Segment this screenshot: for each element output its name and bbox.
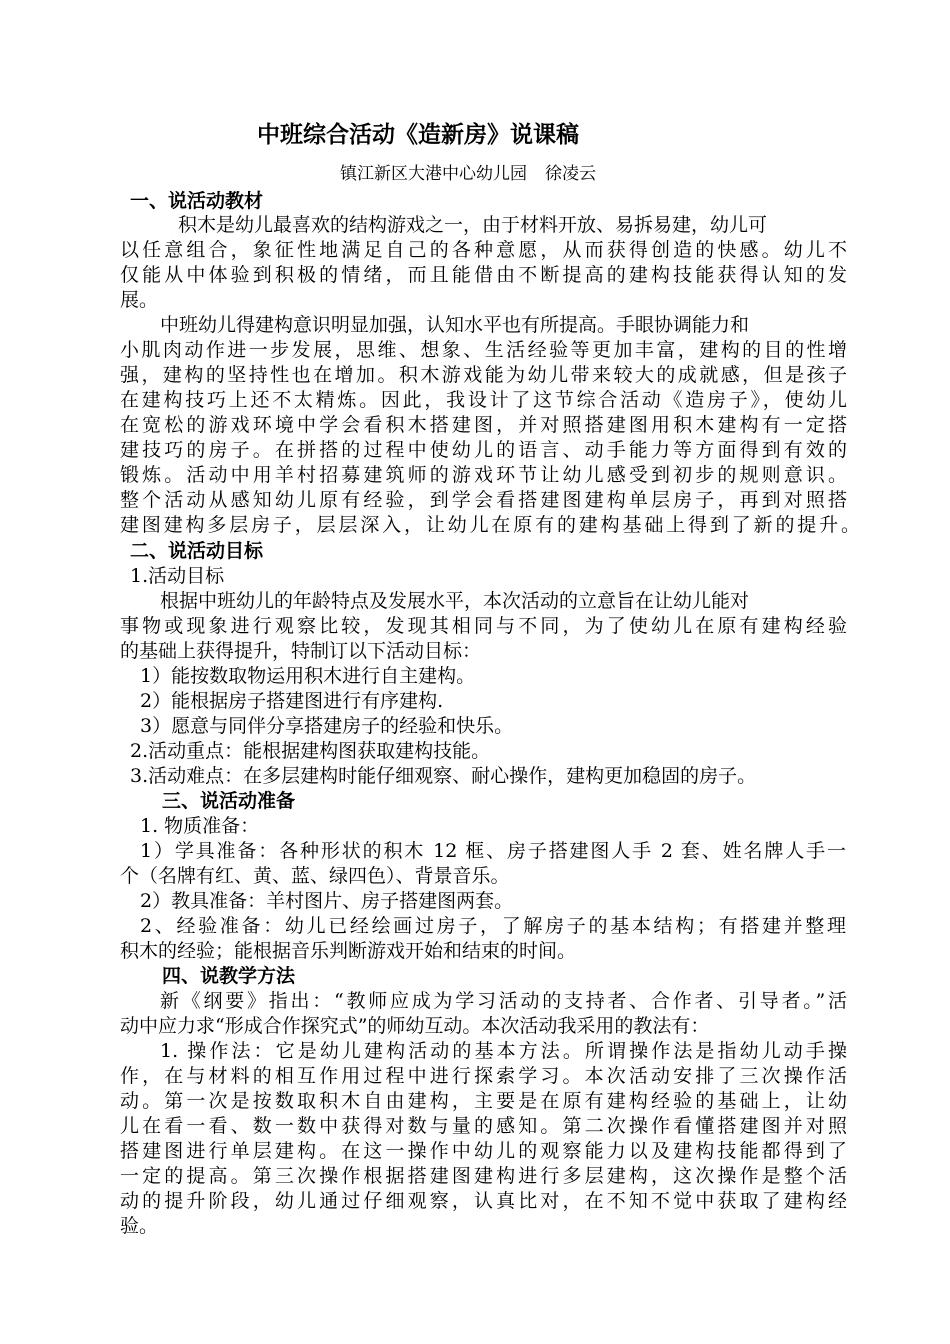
paragraph-line: 2、经验准备：幼儿已经绘画过房子，了解房子的基本结构；有搭建并整理 (140, 915, 846, 937)
section-heading: 二、说活动目标 (130, 540, 264, 562)
paragraph-line: 的基础上获得提升，特制订以下活动目标： (120, 640, 482, 662)
list-item: 3）愿意与同伴分享搭建房子的经验和快乐。 (140, 715, 514, 737)
paragraph-line: 以任意组合，象征性地满足自己的各种意愿，从而获得创造的快感。幼儿不 (120, 239, 847, 261)
paragraph-line: 新《纲要》指出：“教师应成为学习活动的支持者、合作者、引导者。”活 (160, 990, 847, 1012)
paragraph-line: 积木的经验；能根据音乐判断游戏开始和结束的时间。 (120, 940, 577, 962)
paragraph-line: 1）学具准备：各种形状的积木 12 框、房子搭建图人手 2 套、姓名牌人手一 (140, 840, 846, 862)
paragraph-line: 整个活动从感知幼儿原有经验，到学会看搭建图建构单层房子，再到对照搭 (120, 489, 847, 511)
author-line (340, 162, 596, 186)
subheading-line: 1. 物质准备： (140, 815, 260, 837)
paragraph-line: 动。第一次是按数取积木自由建构，主要是在原有建构经验的基础上，让幼 (120, 1090, 847, 1112)
paragraph-line: 展。 (120, 289, 159, 311)
author-name: 徐凌云 (545, 164, 596, 184)
section-heading: 一、说活动教材 (130, 190, 264, 212)
paragraph-line: 1. 操作法：它是幼儿建构活动的基本方法。所谓操作法是指幼儿动手操 (160, 1040, 847, 1062)
section-heading: 四、说教学方法 (162, 965, 296, 987)
paragraph-line: 作，在与材料的相互作用过程中进行探索学习。本次活动安排了三次操作活 (120, 1065, 847, 1087)
paragraph-line: 个（名牌有红、黄、蓝、绿四色）、背景音乐。 (120, 865, 510, 887)
paragraph-line: 建技巧的房子。在拼搭的过程中使幼儿的语言、动手能力等方面得到有效的 (120, 439, 847, 461)
paragraph-line: 在建构技巧上还不太精炼。因此，我设计了这节综合活动《造房子》，使幼儿 (120, 389, 847, 411)
paragraph-line: 小肌肉动作进一步发展，思维、想象、生活经验等更加丰富，建构的目的性增 (120, 339, 847, 361)
paragraph-line: 根据中班幼儿的年龄特点及发展水平，本次活动的立意旨在让幼儿能对 (160, 590, 750, 612)
list-item: 2）能根据房子搭建图进行有序建构. (140, 690, 444, 712)
document-title: 中班综合活动《造新房》说课稿 (257, 121, 579, 148)
paragraph-line: 事物或现象进行观察比较，发现其相同与不同，为了使幼儿在原有建构经验 (120, 615, 847, 637)
paragraph-line: 建图建构多层房子，层层深入，让幼儿在原有的建构基础上得到了新的提升。 (120, 514, 860, 536)
paragraph-line: 中班幼儿得建构意识明显加强，认知水平也有所提高。手眼协调能力和 (160, 314, 750, 336)
paragraph-line: 在宽松的游戏环境中学会看积木搭建图，并对照搭建图用积木建构有一定搭 (120, 414, 847, 436)
paragraph-line: 一定的提高。第三次操作根据搭建图建构进行多层建构，这次操作是整个活 (120, 1165, 847, 1187)
section-heading: 三、说活动准备 (162, 790, 296, 812)
subheading-line: 1.活动目标 (130, 565, 225, 587)
author-org: 镇江新区大港中心幼儿园 (340, 164, 527, 184)
paragraph-line: 锻炼。活动中用羊村招募建筑师的游戏环节让幼儿感受到初步的规则意识。 (120, 464, 847, 486)
paragraph-line: 儿在看一看、数一数中获得对数与量的感知。第二次操作看懂搭建图并对照 (120, 1115, 847, 1137)
paragraph-line: 验。 (120, 1215, 159, 1237)
paragraph-line: 强，建构的坚持性也在增加。积木游戏能为幼儿带来较大的成就感，但是孩子 (120, 364, 847, 386)
list-item: 2）教具准备：羊村图片、房子搭建图两套。 (140, 890, 514, 912)
paragraph-line: 搭建图进行单层建构。在这一操作中幼儿的观察能力以及建构技能都得到了 (120, 1140, 847, 1162)
paragraph-line: 3.活动难点：在多层建构时能仔细观察、耐心操作，建构更加稳固的房子。 (130, 765, 757, 787)
paragraph-line: 2.活动重点：能根据建构图获取建构技能。 (130, 740, 491, 762)
paragraph-line: 积木是幼儿最喜欢的结构游戏之一，由于材料开放、易拆易建，幼儿可 (178, 214, 768, 236)
list-item: 1）能按数取物运用积木进行自主建构。 (140, 665, 476, 687)
paragraph-line: 仅能从中体验到积极的情绪，而且能借由不断提高的建构技能获得认知的发 (120, 264, 847, 286)
paragraph-line: 动中应力求“形成合作探究式”的师幼互动。本次活动我采用的教法有： (120, 1015, 710, 1037)
paragraph-line: 动的提升阶段，幼儿通过仔细观察，认真比对，在不知不觉中获取了建构经 (120, 1190, 847, 1212)
